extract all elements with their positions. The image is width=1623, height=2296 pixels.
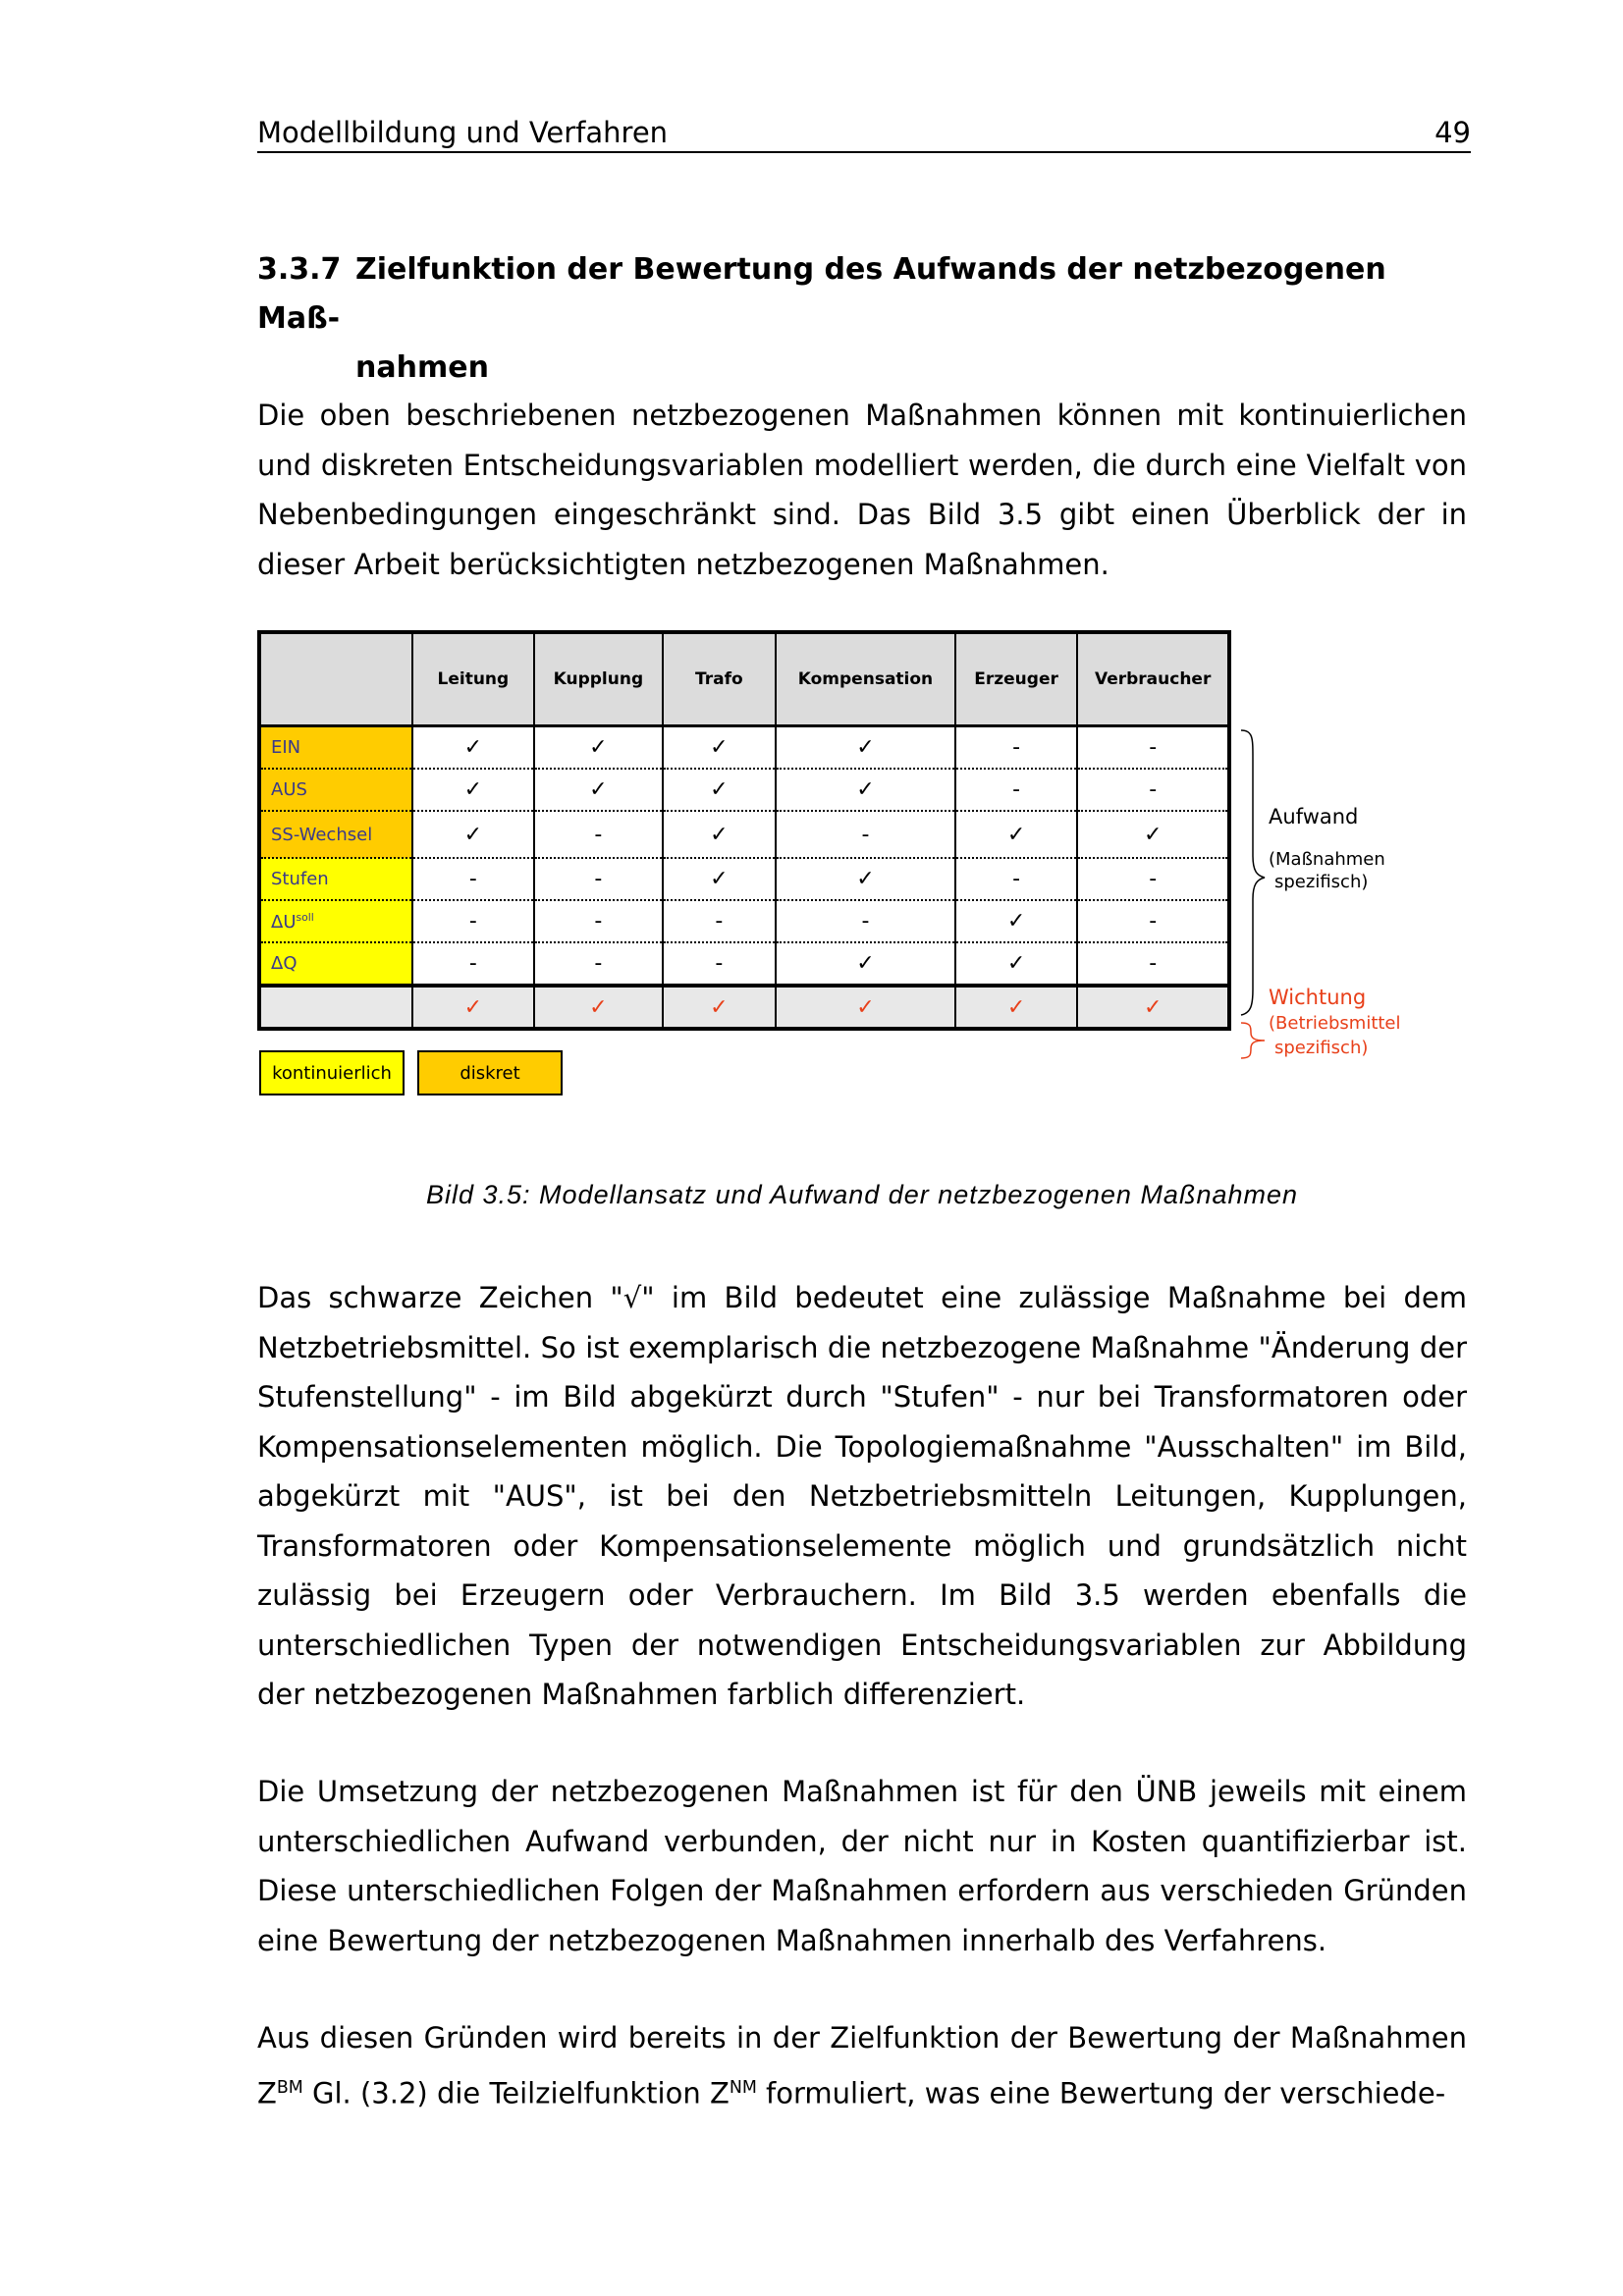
table-cell: -	[412, 900, 535, 942]
table-cell: -	[412, 942, 535, 986]
page-number: 49	[1434, 116, 1471, 149]
col-header: Leitung	[412, 632, 535, 726]
table-row	[259, 942, 1229, 986]
table-cell: ✓	[534, 769, 663, 811]
measures-table	[257, 630, 1231, 1031]
table-cell: -	[1077, 900, 1229, 942]
paragraph-2: Das schwarze Zeichen "√" im Bild bedeutet eine zulässige Maßnahme bei dem Netzbetriebsmittel. So ist exemplarisch die netzbezogene Maßnahme "Änderung der Stufenstellung" - im Bild abgekürzt durch "Stufen" - nur bei Transformatoren oder Kompensationselementen möglich. Die Topologiemaßnahme "Ausschalten" im Bild, abgekürzt mit "AUS", ist bei den Netzbetriebsmitteln Leitungen, Kupplungen, Transformatoren oder Kompensationselemente möglich und grundsätzlich nicht zulässig bei Erzeugern oder Verbrauchern. Im Bild 3.5 werden ebenfalls die unterschiedlichen Typen der notwendigen Entscheidungsvariablen zur Abbildung der netzbezogenen Maßnahmen farblich differenziert.	[257, 1281, 1467, 1711]
table-cell: ✓	[663, 726, 776, 770]
table-cell: -	[412, 858, 535, 900]
table-cell: ✓	[955, 942, 1078, 986]
figure-3-5	[257, 630, 1435, 1101]
table-cell: ✓	[1077, 811, 1229, 858]
table-cell: ✓	[412, 769, 535, 811]
table-cell: ✓	[663, 811, 776, 858]
page-header	[257, 112, 1471, 153]
table-cell: -	[776, 900, 955, 942]
paragraph-1: Die oben beschriebenen netzbezogenen Maßnahmen können mit kontinuierlichen und diskreten Entscheidungsvariablen modelliert werden, die durch eine Vielfalt von Nebenbedingungen eingeschränkt sind. Das Bild 3.5 gibt einen Überblick der in dieser Arbeit berücksichtigten netzbezogenen Maßnahmen.	[257, 399, 1467, 581]
table-row	[259, 900, 1229, 942]
section-number: 3.3.7	[257, 252, 342, 287]
table-row	[259, 726, 1229, 770]
col-header: Kompensation	[776, 632, 955, 726]
row-label: ΔQ	[259, 942, 412, 986]
table-cell: ✓	[776, 858, 955, 900]
table-cell: -	[1077, 942, 1229, 986]
row-label-text: ΔU	[271, 911, 297, 933]
col-header: Trafo	[663, 632, 776, 726]
section-title-line1: Zielfunktion der Bewertung des Aufwands der netzbezogenen Maß-	[257, 252, 1386, 336]
table-cell: -	[534, 900, 663, 942]
p4-text-c: formuliert, was eine Bewertung der verschiede-	[756, 2076, 1446, 2110]
aufwand-sub2: spezifisch)	[1274, 872, 1369, 892]
figure-caption: Bild 3.5: Modellansatz und Aufwand der netzbezogenen Maßnahmen	[425, 1180, 1299, 1209]
weight-cell: ✓	[1077, 986, 1229, 1029]
table-cell: ✓	[412, 726, 535, 770]
row-label: EIN	[259, 726, 412, 770]
corner-cell	[259, 632, 412, 726]
table-cell: -	[663, 900, 776, 942]
section-title-line2: nahmen	[355, 350, 489, 385]
table-cell: -	[1077, 858, 1229, 900]
wichtung-sub2: spezifisch)	[1274, 1038, 1369, 1058]
weight-row	[259, 986, 1229, 1029]
row-label: AUS	[259, 769, 412, 811]
table-cell: -	[534, 942, 663, 986]
weight-cell: ✓	[663, 986, 776, 1029]
table-cell: ✓	[776, 726, 955, 770]
row-label-sup: soll	[296, 910, 314, 924]
p4-sup-bm: BM	[276, 2077, 303, 2098]
paragraph-4	[257, 2013, 1467, 2118]
table-cell: -	[1077, 726, 1229, 770]
table-cell: -	[534, 811, 663, 858]
table-row	[259, 858, 1229, 900]
aufwand-sub1: (Maßnahmen	[1269, 849, 1385, 870]
weight-cell: ✓	[776, 986, 955, 1029]
table-cell: -	[776, 811, 955, 858]
wichtung-label: Wichtung	[1269, 986, 1367, 1009]
table-cell: ✓	[955, 900, 1078, 942]
p4-text-b: Gl. (3.2) die Teilzielfunktion Z	[302, 2076, 730, 2110]
table-cell: -	[955, 858, 1078, 900]
table-row	[259, 811, 1229, 858]
col-header: Erzeuger	[955, 632, 1078, 726]
aufwand-sublabel	[1269, 848, 1385, 893]
p4-sup-nm: NM	[729, 2077, 757, 2098]
wichtung-sub1: (Betriebsmittel	[1269, 1013, 1401, 1034]
weight-cell: ✓	[955, 986, 1078, 1029]
weight-cell: ✓	[412, 986, 535, 1029]
table-cell: -	[534, 858, 663, 900]
table-cell: -	[663, 942, 776, 986]
p4-text-a: Aus diesen Gründen wird bereits in der Zielfunktion der Bewertung der Maßnahmen Z	[257, 2021, 1467, 2110]
weight-label-cell	[259, 986, 412, 1029]
row-label: SS-Wechsel	[259, 811, 412, 858]
running-title: Modellbildung und Verfahren	[257, 116, 669, 149]
table-cell: ✓	[663, 858, 776, 900]
table-header-row	[259, 632, 1229, 726]
table-cell: ✓	[412, 811, 535, 858]
table-cell: ✓	[534, 726, 663, 770]
legend-discrete: diskret	[417, 1050, 563, 1095]
table-cell: ✓	[663, 769, 776, 811]
table-cell: -	[955, 769, 1078, 811]
row-label	[259, 900, 412, 942]
table-row	[259, 769, 1229, 811]
wichtung-sublabel	[1269, 1011, 1401, 1060]
weight-cell: ✓	[534, 986, 663, 1029]
brace-icon	[1239, 728, 1269, 1062]
table-cell: ✓	[955, 811, 1078, 858]
table-cell: ✓	[776, 769, 955, 811]
table-cell: -	[955, 726, 1078, 770]
col-header: Kupplung	[534, 632, 663, 726]
paragraph-3: Die Umsetzung der netzbezogenen Maßnahmen ist für den ÜNB jeweils mit einem unterschiedlichen Aufwand verbunden, der nicht nur in Kosten quantifizierbar ist. Diese unterschiedlichen Folgen der Maßnahmen erfordern aus verschieden Gründen eine Bewertung der netzbezogenen Maßnahmen innerhalb des Verfahrens.	[257, 1775, 1467, 1957]
row-label: Stufen	[259, 858, 412, 900]
table-cell: -	[1077, 769, 1229, 811]
table-cell: ✓	[776, 942, 955, 986]
legend-continuous: kontinuierlich	[259, 1050, 405, 1095]
aufwand-label: Aufwand	[1269, 805, 1359, 828]
section-heading	[257, 245, 1475, 393]
col-header: Verbraucher	[1077, 632, 1229, 726]
